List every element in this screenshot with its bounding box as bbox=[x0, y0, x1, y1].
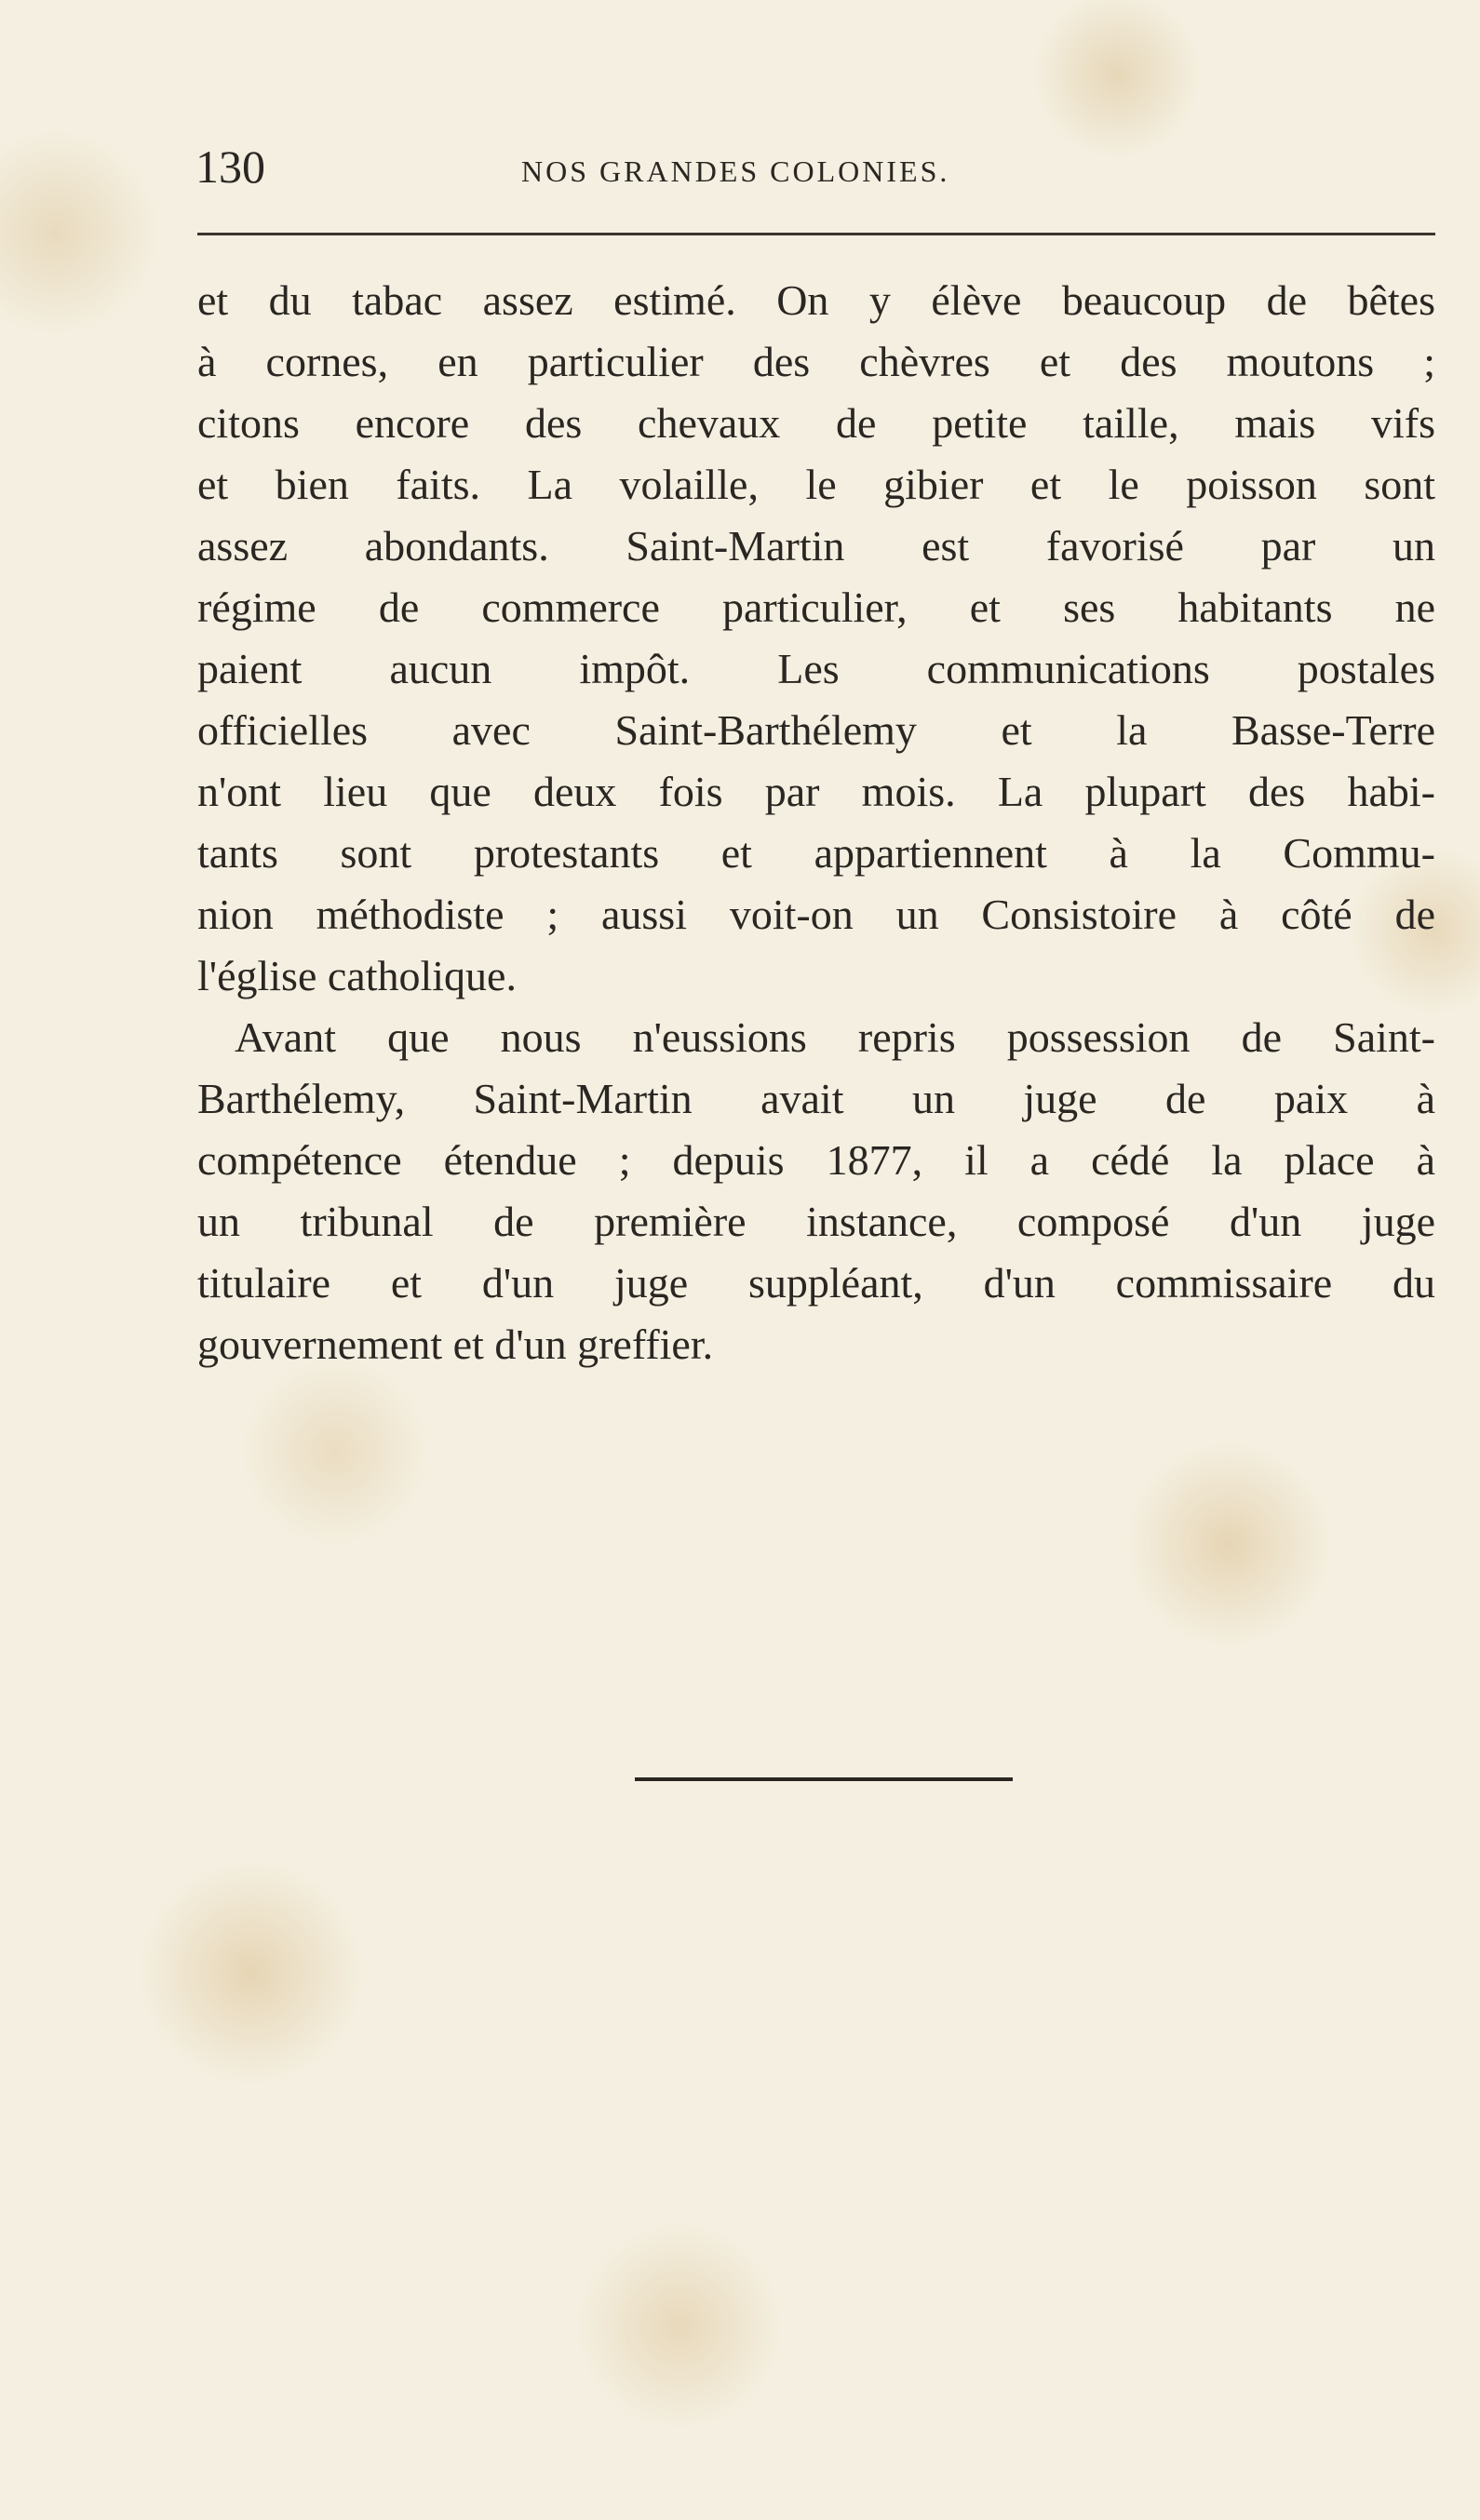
header-rule bbox=[197, 233, 1435, 235]
text-line: Barthélemy, Saint-Martin avait un juge de paix à bbox=[197, 1075, 1435, 1122]
text-line: Avant que nous n'eussions repris possession de Saint- bbox=[235, 1013, 1435, 1061]
text-line: titulaire et d'un juge suppléant, d'un commissaire du bbox=[197, 1259, 1435, 1307]
text-line: paient aucun impôt. Les communications postales bbox=[197, 645, 1435, 692]
text-line: officielles avec Saint-Barthélemy et la Basse-Terre bbox=[197, 706, 1435, 754]
text-line: un tribunal de première instance, composé d'un juge bbox=[197, 1198, 1435, 1245]
text-line: et du tabac assez estimé. On y élève beaucoup de bêtes bbox=[197, 276, 1435, 324]
text-line: l'église catholique. bbox=[197, 952, 517, 999]
text-line: à cornes, en particulier des chèvres et des moutons ; bbox=[197, 338, 1435, 385]
text-line: tants sont protestants et appartiennent à la Commu- bbox=[197, 829, 1435, 877]
page-number: 130 bbox=[195, 141, 265, 193]
end-of-section-rule bbox=[635, 1777, 1013, 1781]
text-line: n'ont lieu que deux fois par mois. La plupart des habi- bbox=[197, 768, 1435, 815]
text-line: assez abondants. Saint-Martin est favorisé par un bbox=[197, 522, 1435, 570]
text-line: compétence étendue ; depuis 1877, il a cédé la place à bbox=[197, 1136, 1435, 1184]
text-line: et bien faits. La volaille, le gibier et le poisson sont bbox=[197, 461, 1435, 508]
text-line: nion méthodiste ; aussi voit-on un Consistoire à côté de bbox=[197, 891, 1435, 938]
running-title: NOS GRANDES COLONIES. bbox=[521, 154, 950, 188]
text-line: citons encore des chevaux de petite taille, mais vifs bbox=[197, 399, 1435, 447]
text-line: gouvernement et d'un greffier. bbox=[197, 1320, 714, 1368]
body-text bbox=[197, 270, 1435, 1375]
text-line: régime de commerce particulier, et ses habitants ne bbox=[197, 583, 1435, 631]
